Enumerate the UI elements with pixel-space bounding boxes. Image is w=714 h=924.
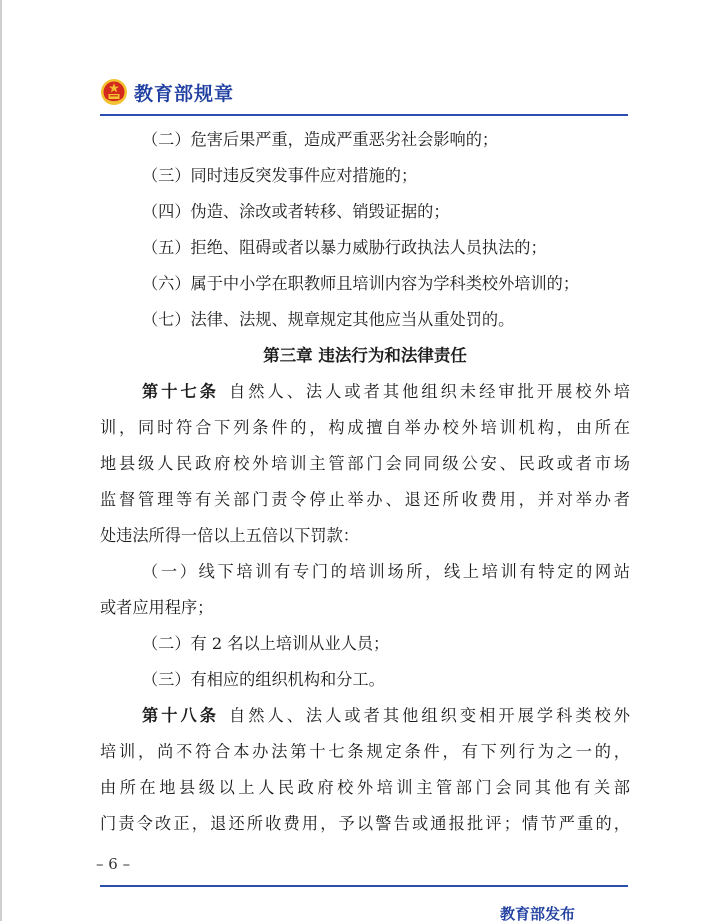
paragraph-line: 培训，尚不符合本办法第十七条规定条件，有下列行为之一的， [100, 742, 630, 761]
paragraph-line [100, 374, 630, 410]
document-body [100, 122, 630, 842]
paragraph-line: 门责令改正，退还所收费用，予以警告或通报批评；情节严重的， [100, 814, 630, 833]
list-item: （六）属于中小学在职教师且培训内容为学科类校外培训的； [142, 274, 580, 293]
paragraph-text: 自然人、法人或者其他组织变相开展学科类校外 [228, 706, 630, 725]
paragraph-line [100, 698, 630, 734]
list-item: （三）有相应的组织机构和分工。 [142, 670, 385, 689]
page-number: – 6 – [96, 855, 131, 873]
paragraph-line: 处违法所得一倍以上五倍以下罚款： [100, 526, 359, 545]
page-edge [0, 0, 2, 921]
footer-rule [100, 885, 628, 887]
paragraph-line: 监督管理等有关部门责令停止举办、退还所收费用，并对举办者 [100, 490, 630, 509]
publisher-label: 教育部发布 [500, 905, 576, 923]
list-item: （二）危害后果严重，造成严重恶劣社会影响的； [142, 130, 499, 149]
chapter-heading: 第三章 违法行为和法律责任 [263, 346, 467, 365]
list-item: 或者应用程序； [100, 598, 214, 617]
paragraph-line: 训，同时符合下列条件的，构成擅自举办校外培训机构，由所在 [100, 418, 630, 437]
list-item: （五）拒绝、阻碍或者以暴力威胁行政执法人员执法的； [142, 238, 547, 257]
list-item: （三）同时违反突发事件应对措施的； [142, 166, 418, 185]
header-rule [100, 114, 628, 116]
paragraph-line: 地县级人民政府校外培训主管部门会同同级公安、民政或者市场 [100, 454, 630, 473]
article-label: 第十八条 [142, 706, 219, 725]
paragraph-line: 由所在地县级以上人民政府校外培训主管部门会同其他有关部 [100, 778, 630, 797]
page-header [100, 74, 234, 110]
list-item: （二）有 2 名以上培训从业人员； [142, 634, 390, 653]
national-emblem-icon [100, 78, 128, 106]
article-label: 第十七条 [142, 382, 219, 401]
list-item: （四）伪造、涂改或者转移、销毁证据的； [142, 202, 450, 221]
list-item: （七）法律、法规、规章规定其他应当从重处罚的。 [142, 310, 515, 329]
list-item: （一）线下培训有专门的培训场所，线上培训有特定的网站 [142, 562, 630, 581]
paragraph-text: 自然人、法人或者其他组织未经审批开展校外培 [228, 382, 630, 401]
header-title: 教育部规章 [134, 82, 235, 105]
